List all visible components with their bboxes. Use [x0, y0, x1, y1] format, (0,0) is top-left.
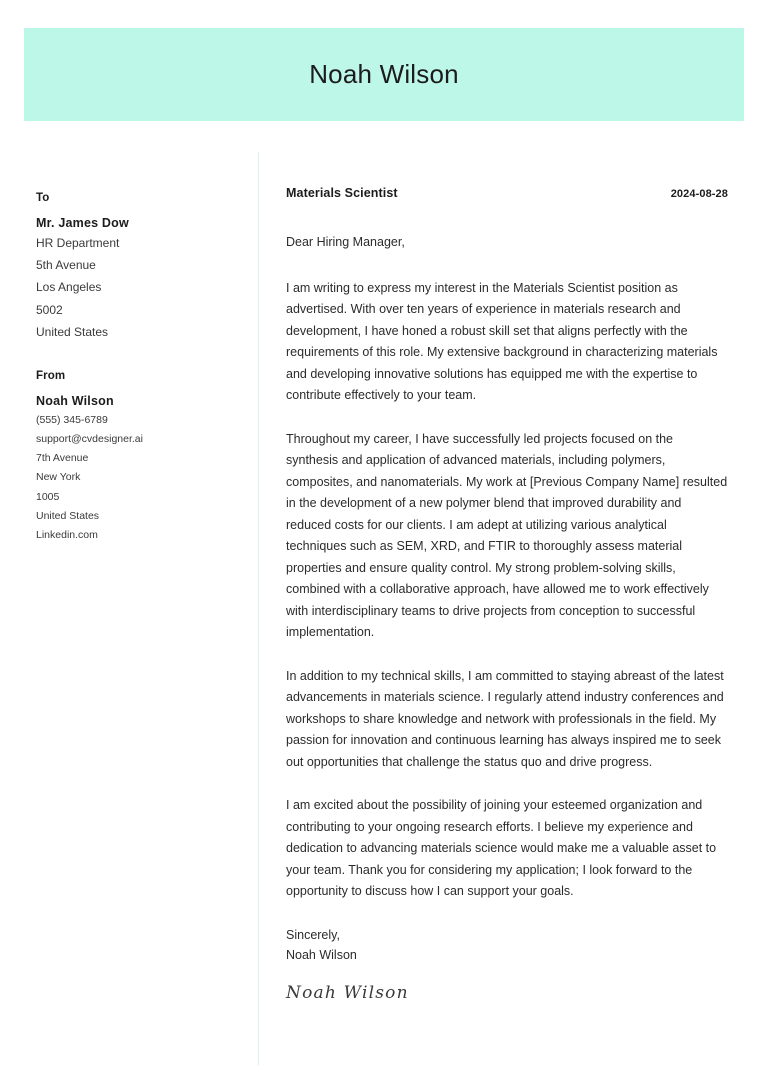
from-heading: From — [36, 369, 66, 382]
sender-name: Noah Wilson — [36, 393, 114, 408]
job-title: Materials Scientist — [286, 186, 398, 200]
sender-email[interactable]: support@cvdesigner.ai — [36, 433, 143, 446]
letter-paragraph: Throughout my career, I have successfully led projects focused on the synthesis and application of advanced materials, including polymers, composites, and nanomaterials. My work at [Previous Company Name] resulted in the development of a new polymer blend that improved durability and reduced costs for our clients. I am adept at utilizing various analytical techniques such as SEM, XRD, and FTIR to thoroughly assess material properties and ensure quality control. My strong problem-solving skills, combined with a collaborative approach, have allowed me to work effectively with interdisciplinary teams to drive projects from conception to successful implementation. — [286, 431, 728, 640]
salutation: Dear Hiring Manager, — [286, 235, 405, 249]
closing-name: Noah Wilson — [286, 948, 357, 963]
recipient-line: Los Angeles — [36, 280, 102, 295]
recipient-line: 5th Avenue — [36, 258, 96, 273]
contact-sidebar — [36, 192, 231, 547]
letter-paragraph: In addition to my technical skills, I am committed to staying abreast of the latest advancements in materials science. I regularly attend industry conferences and workshops to share knowledge and network with professionals in the field. My passion for innovation and continuous learning has always inspired me to seek out opportunities that challenge the status quo and drive progress. — [286, 668, 724, 769]
signature: Noah Wilson — [286, 982, 409, 1003]
recipient-line: United States — [36, 324, 109, 339]
header-banner — [24, 28, 744, 121]
sender-country: United States — [36, 509, 100, 522]
sender-street: 7th Avenue — [36, 452, 89, 465]
sender-postcode: 1005 — [36, 490, 60, 503]
recipient-line: 5002 — [36, 302, 63, 317]
closing-block — [286, 925, 728, 966]
letter-paragraph: I am writing to express my interest in the Materials Scientist position as advertised. With over ten years of experience in materials research and development, I have honed a robust skill set that aligns perfectly with the requirements of this role. My extensive background in characterizing materials and developing innovative solutions has equipped me with the expertise to contribute effectively to your team. — [286, 280, 718, 403]
recipient-name: Mr. James Dow — [36, 216, 129, 230]
column-divider — [258, 152, 259, 1065]
letter-column — [286, 186, 728, 1003]
sender-block — [36, 370, 231, 542]
recipient-line: HR Department — [36, 236, 120, 250]
sender-city: New York — [36, 471, 81, 484]
page-title: Noah Wilson — [309, 58, 459, 89]
sender-linkedin[interactable]: Linkedin.com — [36, 528, 98, 541]
sender-phone: (555) 345-6789 — [36, 413, 108, 426]
closing-word: Sincerely, — [286, 927, 340, 942]
letter-header-row — [286, 186, 728, 200]
letter-paragraph: I am excited about the possibility of joining your esteemed organization and contributing to your ongoing research efforts. I believe my experience and dedication to advancing materials science would make me a valuable asset to your team. Thank you for considering my application; I look forward to the opportunity to discuss how I can support your goals. — [286, 798, 717, 899]
to-heading: To — [36, 192, 50, 204]
recipient-block — [36, 192, 231, 340]
letter-date: 2024-08-28 — [670, 188, 728, 200]
